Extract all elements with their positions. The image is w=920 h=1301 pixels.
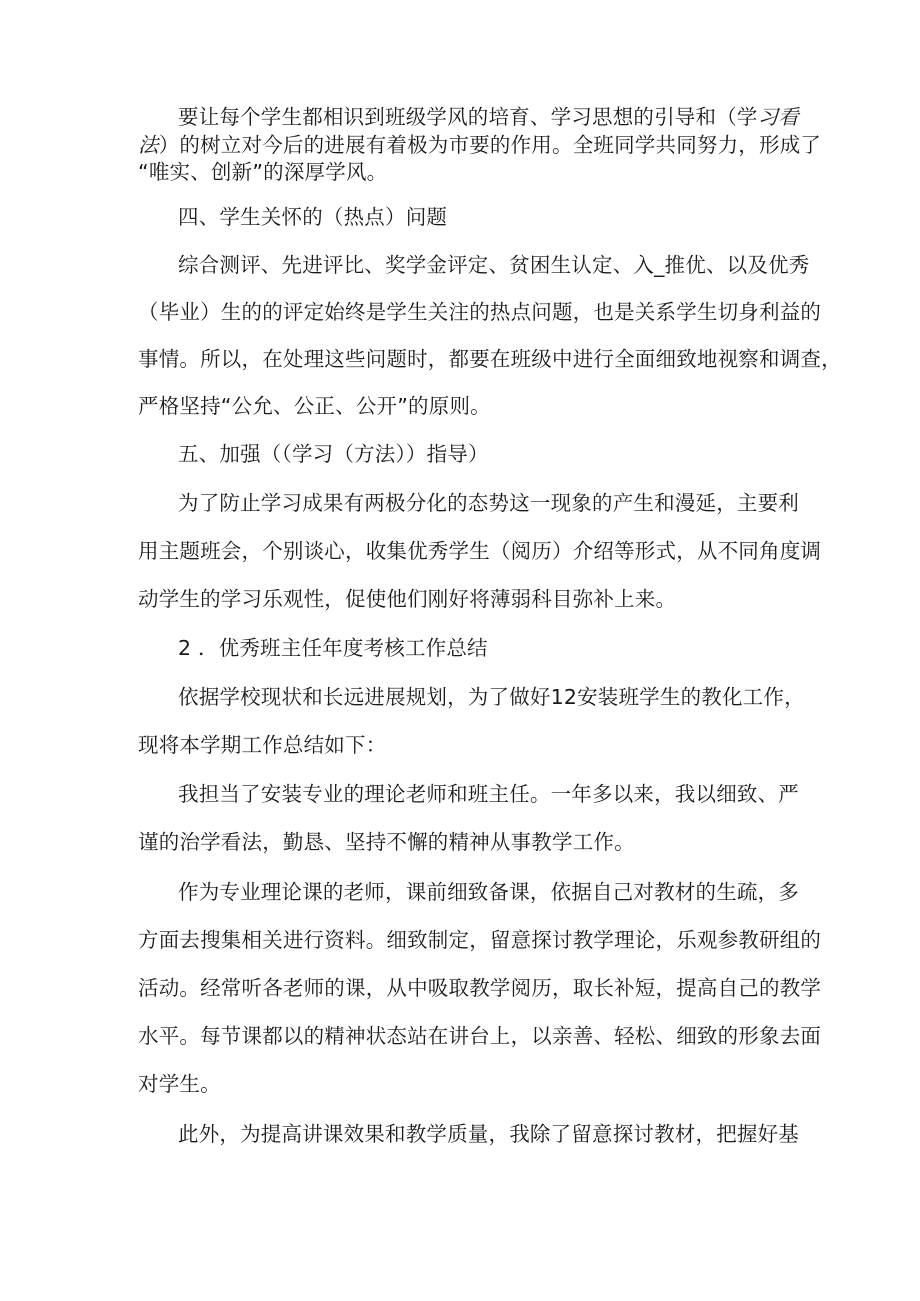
section-heading-2: 2 ．优秀班主任年度考核工作总结 <box>178 636 488 660</box>
paragraph-2-line-1: 综合测评、先进评比、奖学金评定、贫困生认定、入_推优、以及优秀 <box>178 253 810 277</box>
italic-text-run: 习看 <box>757 105 800 129</box>
paragraph-6-line-2: 方面去搜集相关进行资料。细致制定，留意探讨教学理论，乐观参教研组的 <box>138 928 822 952</box>
paragraph-3-line-3: 动学生的学习乐观性，促使他们刚好将薄弱科目弥补上来。 <box>138 587 677 611</box>
paragraph-7-line-1: 此外，为提高讲课效果和教学质量，我除了留意探讨教材，把握好基 <box>178 1122 799 1146</box>
paragraph-6-line-1: 作为专业理论课的老师，课前细致备课，依据自己对教材的生疏，多 <box>178 880 799 904</box>
paragraph-5-line-1: 我担当了安装专业的理论老师和班主任。一年多以来，我以细致、严 <box>178 782 799 806</box>
paragraph-6-line-3: 活动。经常听各老师的课，从中吸取教学阅历，取长补短，提高自己的教学 <box>138 976 822 1000</box>
paragraph-5-line-2: 谨的治学看法，勤恳、坚持不懈的精神从事教学工作。 <box>138 830 635 854</box>
paragraph-2-line-4: 严格坚持“公允、公正、公开”的原则。 <box>138 394 491 418</box>
italic-text-run: 法 <box>138 133 159 157</box>
text-run: 要让每个学生都相识到班级学风的培育、学习思想的引导和（学 <box>178 105 758 129</box>
section-heading-4: 四、学生关怀的（热点）问题 <box>178 205 448 229</box>
paragraph-3-line-2: 用主题班会，个别谈心，收集优秀学生（阅历）介绍等形式，从不同角度调 <box>138 539 822 563</box>
paragraph-1-line-1 <box>178 100 800 130</box>
paragraph-4-line-1: 依据学校现状和长远进展规划，为了做好12安装班学生的教化工作， <box>178 685 805 709</box>
paragraph-1-line-2 <box>138 128 822 158</box>
paragraph-6-line-5: 对学生。 <box>138 1072 221 1096</box>
paragraph-3-line-1: 为了防止学习成果有两极分化的态势这一现象的产生和漫延，主要利 <box>178 491 799 515</box>
paragraph-1-line-3: “唯实、创新”的深厚学风。 <box>138 160 388 184</box>
paragraph-2-line-2: （毕业）生的的评定始终是学生关注的热点问题，也是关系学生切身利益的 <box>138 300 822 324</box>
section-heading-5: 五、加强（（学习（方法））指导） <box>178 442 489 466</box>
paragraph-6-line-4: 水平。每节课都以的精神状态站在讲台上，以亲善、轻松、细致的形象去面 <box>138 1024 822 1048</box>
text-run: ）的树立对今后的进展有着极为市要的作用。全班同学共同努力，形成了 <box>158 133 822 157</box>
paragraph-2-line-3: 事情。所以，在处理这些问题时，都要在班级中进行全面细致地视察和调查， <box>138 347 842 371</box>
paragraph-4-line-2: 现将本学期工作总结如下： <box>138 733 387 757</box>
